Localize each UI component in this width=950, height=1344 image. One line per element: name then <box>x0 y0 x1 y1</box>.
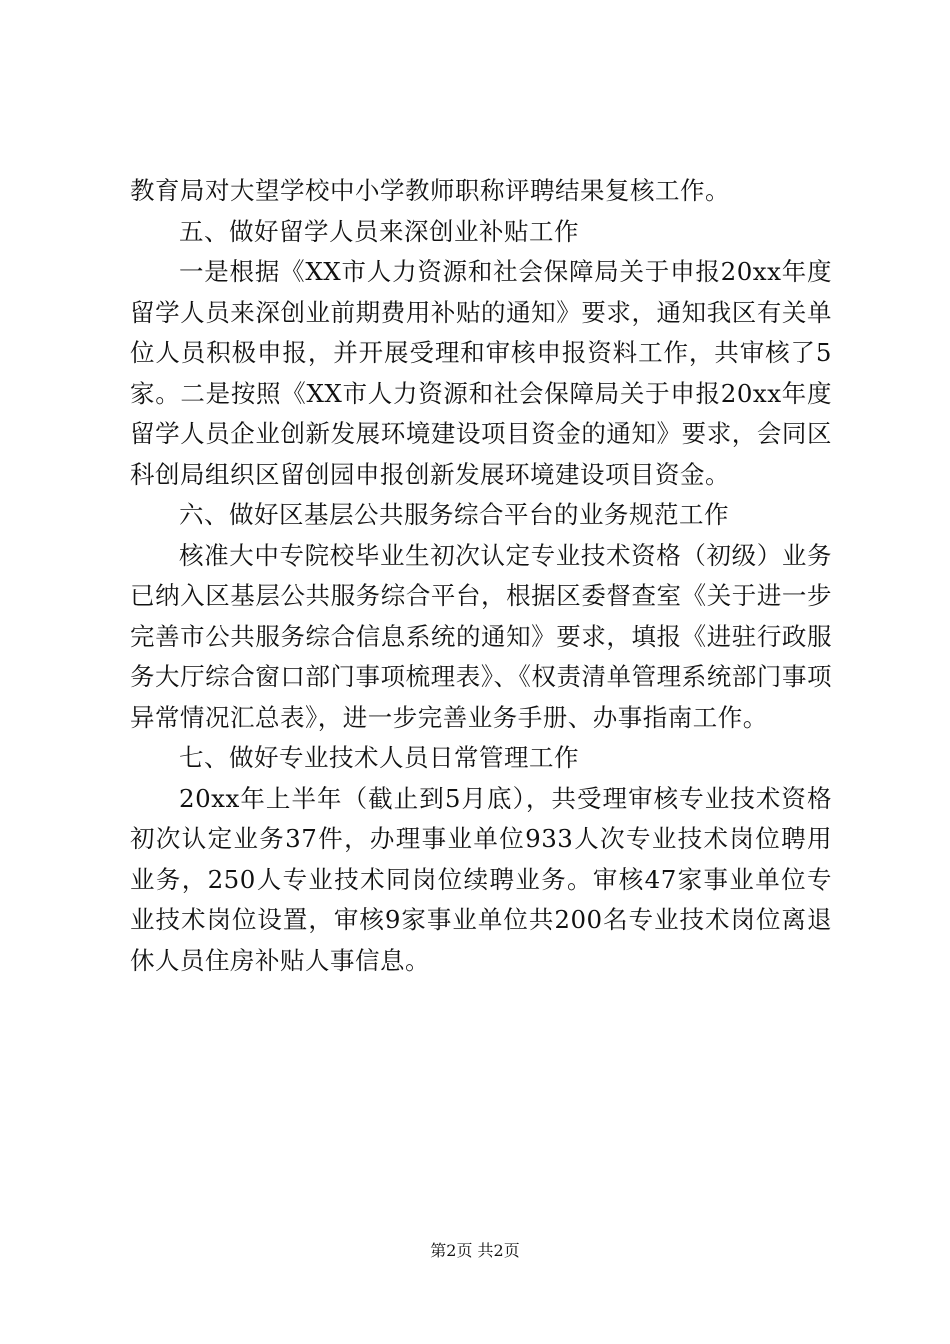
page-footer: 第2页 共2页 <box>430 1241 520 1260</box>
paragraph-section-6: 核准大中专院校毕业生初次认定专业技术资格（初级）业务已纳入区基层公共服务综合平台，根据区委督查室《关于进一步完善市公共服务综合信息系统的通知》要求，填报《进驻行政服务大厅综合窗口部门事项梳理表》、《权责清单管理系统部门事项异常情况汇总表》，进一步完善业务手册、办事指南工作。 <box>130 540 832 732</box>
paragraph-section-7: 20xx年上半年（截止到5月底），共受理审核专业技术资格初次认定业务37件，办理事业单位933人次专业技术岗位聘用业务，250人专业技术同岗位续聘业务。审核47家事业单位专业技术岗位设置，审核9家事业单位共200名专业技术岗位离退休人员住房补贴人事信息。 <box>130 783 832 975</box>
paragraph-section-5: 一是根据《XX市人力资源和社会保障局关于申报20xx年度留学人员来深创业前期费用补贴的通知》要求，通知我区有关单位人员积极申报，并开展受理和审核申报资料工作，共审核了5家。二是按照《XX市人力资源和社会保障局关于申报20xx年度留学人员企业创新发展环境建设项目资金的通知》要求，会同区科创局组织区留创园申报创新发展环境建设项目资金。 <box>130 257 832 489</box>
document-body <box>130 171 832 981</box>
section-heading-5: 五、做好留学人员来深创业补贴工作 <box>179 216 579 246</box>
section-heading-7: 七、做好专业技术人员日常管理工作 <box>179 743 579 772</box>
section-heading-6: 六、做好区基层公共服务综合平台的业务规范工作 <box>179 500 729 529</box>
paragraph-continuation: 教育局对大望学校中小学教师职称评聘结果复核工作。 <box>130 176 730 205</box>
